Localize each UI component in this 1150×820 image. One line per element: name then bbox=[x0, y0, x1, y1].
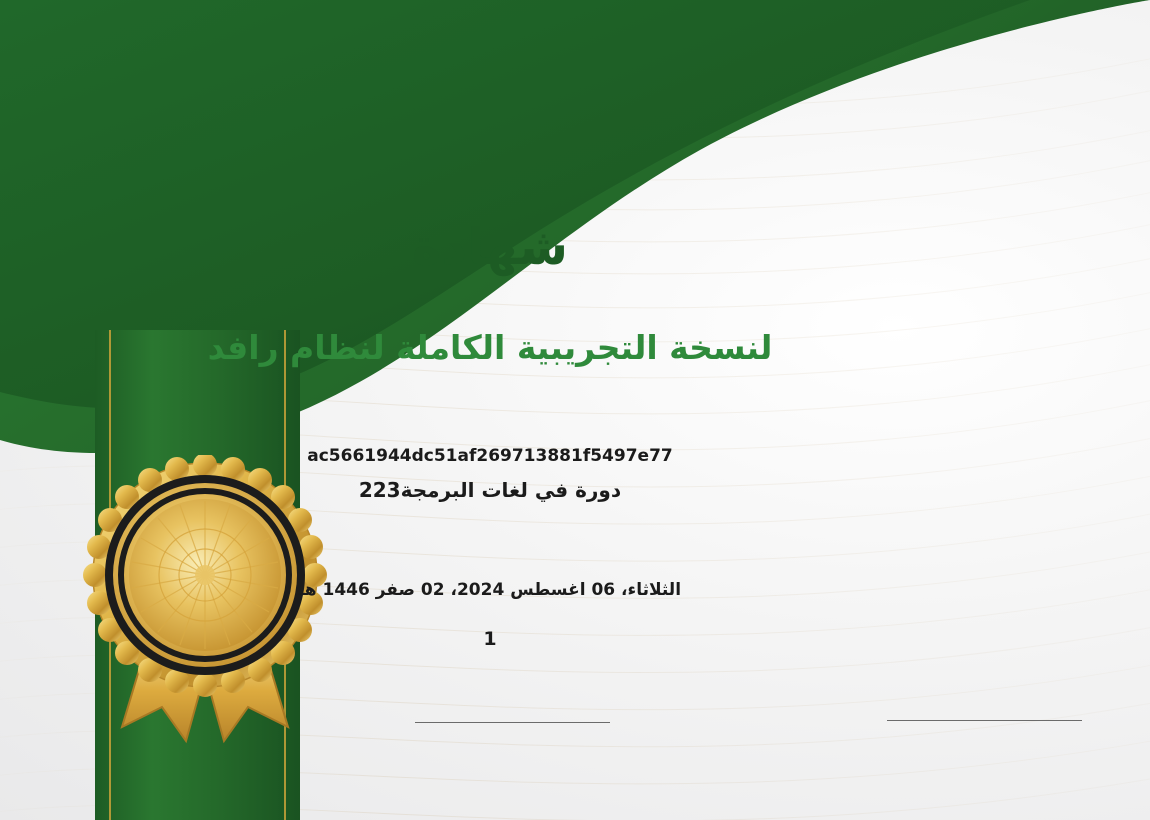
award-medal-icon bbox=[70, 455, 340, 755]
certificate-title: شهادة bbox=[411, 218, 569, 276]
certificate-date: الثلاثاء، 06 اغسطس 2024، 02 صفر 1446 هـ bbox=[298, 580, 682, 600]
certificate-course-name: دورة في لغات البرمجة223 bbox=[358, 478, 622, 502]
certificate-subtitle: لنسخة التجريبية الكاملة لنظام رافد bbox=[207, 328, 773, 367]
page-number: 1 bbox=[483, 628, 497, 650]
certificate-serial: ac5661944dc51af269713881f5497e77 bbox=[307, 446, 673, 466]
signature-line-right bbox=[887, 720, 1082, 721]
signature-line-left bbox=[415, 722, 610, 723]
